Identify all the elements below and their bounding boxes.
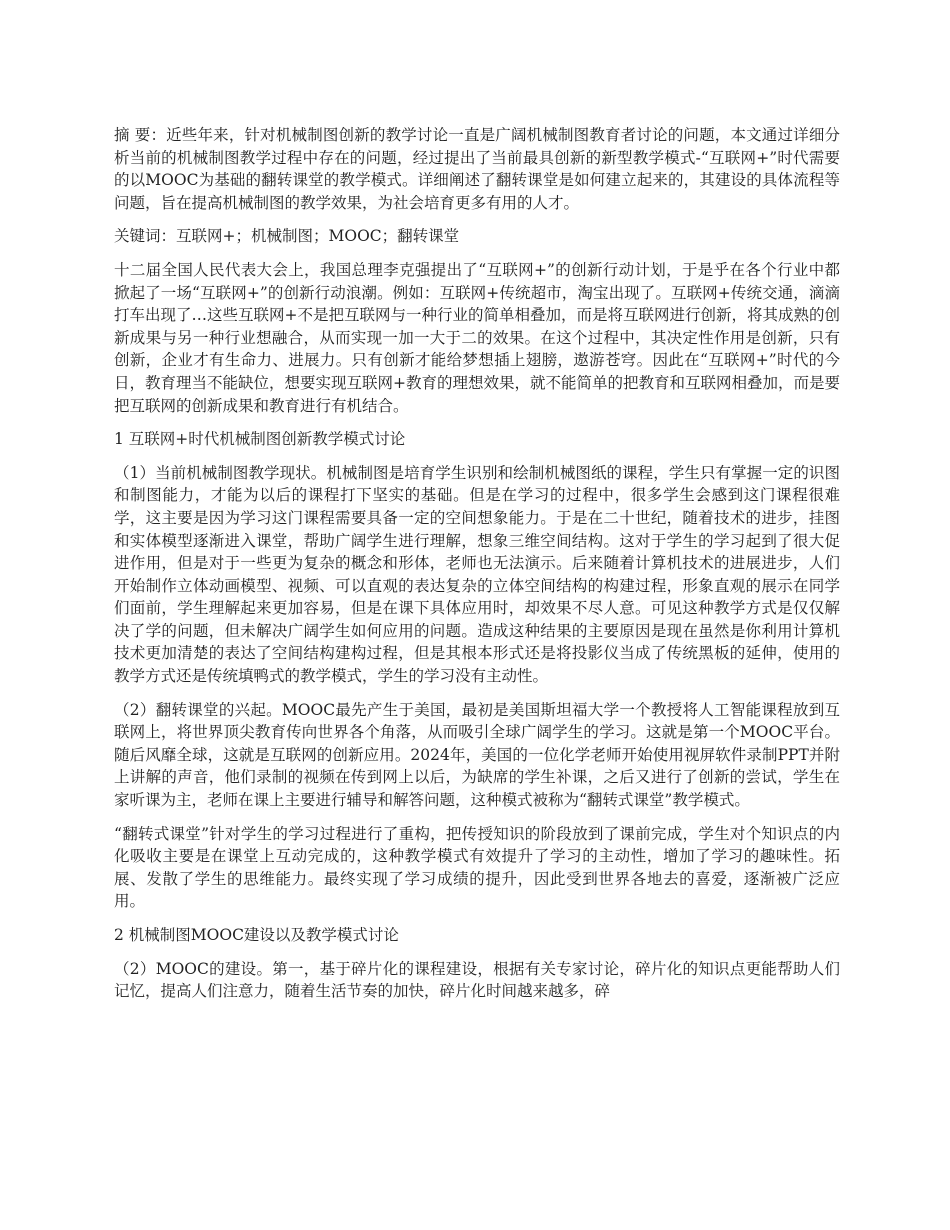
section-2-heading: 2 机械制图MOOC建设以及教学模式讨论 [114,926,399,944]
section-1-paragraph-3: “翻转式课堂”针对学生的学习过程进行了重构，把传授知识的阶段放到了课前完成，学生对个知识点的内化吸收主要是在课堂上互动完成的，这种教学模式有效提升了学习的主动性，增加了学习的趣味性。拓展、发散了学生的思维能力。最终实现了学习成绩的提升，因此受到世界各地去的喜爱，逐渐被广泛应用。 [114,824,840,911]
intro-paragraph: 十二届全国人民代表大会上，我国总理李克强提出了“互联网+”的创新行动计划，于是乎在各个行业中都掀起了一场“互联网+”的创新行动浪潮。例如：互联网+传统超市，淘宝出现了。互联网+传统交通，滴滴打车出现了…这些互联网+不是把互联网与一种行业的简单相叠加，而是将互联网进行创新，将其成熟的创新成果与另一种行业想融合，从而实现一加一大于二的效果。在这个过程中，其决定性作用是创新，只有创新，企业才有生命力、进展力。只有创新才能给梦想插上翅膀，遨游苍穹。因此在“互联网+”时代的今日，教育理当不能缺位，想要实现互联网+教育的理想效果，就不能简单的把教育和互联网相叠加，而是要把互联网的创新成果和教育进行有机结合。 [114,260,840,415]
abstract-paragraph: 摘 要：近些年来，针对机械制图创新的教学讨论一直是广阔机械制图教育者讨论的问题，本文通过详细分析当前的机械制图教学过程中存在的问题，经过提出了当前最具创新的新型教学模式-“互联网+”时代需要的以MOOC为基础的翻转课堂的教学模式。详细阐述了翻转课堂是如何建立起来的，其建设的具体流程等问题，旨在提高机械制图的教学效果，为社会培育更多有用的人才。 [114,126,840,212]
section-1-paragraph-2: （2）翻转课堂的兴起。MOOC最先产生于美国，最初是美国斯坦福大学一个教授将人工智能课程放到互联网上，将世界顶尖教育传向世界各个角落，从而吸引全球广阔学生的学习。这就是第一个MOOC平台。随后风靡全球，这就是互联网的创新应用。2024年，美国的一位化学老师开始使用视屏软件录制PPT并附上讲解的声音，他们录制的视频在传到网上以后，为缺席的学生补课，之后又进行了创新的尝试，学生在家听课为主，老师在课上主要进行辅导和解答问题，这种模式被称为“翻转式课堂”教学模式。 [114,700,840,810]
document-page [114,124,840,1014]
keywords-paragraph: 关键词：互联网+；机械制图；MOOC；翻转课堂 [114,227,460,246]
section-2-paragraph-1: （2）MOOC的建设。第一，基于碎片化的课程建设，根据有关专家讨论，碎片化的知识点更能帮助人们记忆，提高人们注意力，随着生活节奏的加快，碎片化时间越来越多，碎 [114,959,840,1001]
section-1-paragraph-1: （1）当前机械制图教学现状。机械制图是培育学生识别和绘制机械图纸的课程，学生只有掌握一定的识图和制图能力，才能为以后的课程打下坚实的基础。但是在学习的过程中，很多学生会感到这门课程很难学，这主要是因为学习这门课程需要具备一定的空间想象能力。于是在二十世纪，随着技术的进步，挂图和实体模型逐渐进入课堂，帮助广阔学生进行理解，想象三维空间结构。这对于学生的学习起到了很大促进作用，但是对于一些更为复杂的概念和形体，老师也无法演示。后来随着计算机技术的进展进步，人们开始制作立体动画模型、视频、可以直观的表达复杂的立体空间结构的构建过程，形象直观的展示在同学们面前，学生理解起来更加容易，但是在课下具体应用时，却效果不尽人意。可见这种教学方式是仅仅解决了学的问题，但未解决广阔学生如何应用的问题。造成这种结果的主要原因是现在虽然是你利用计算机技术更加清楚的表达了空间结构建构过程，但是其根本形式还是将投影仪当成了传统黑板的延伸，使用的教学方式还是传统填鸭式的教学模式，学生的学习没有主动性。 [114,463,840,686]
section-1-heading: 1 互联网+时代机械制图创新教学模式讨论 [114,430,406,449]
